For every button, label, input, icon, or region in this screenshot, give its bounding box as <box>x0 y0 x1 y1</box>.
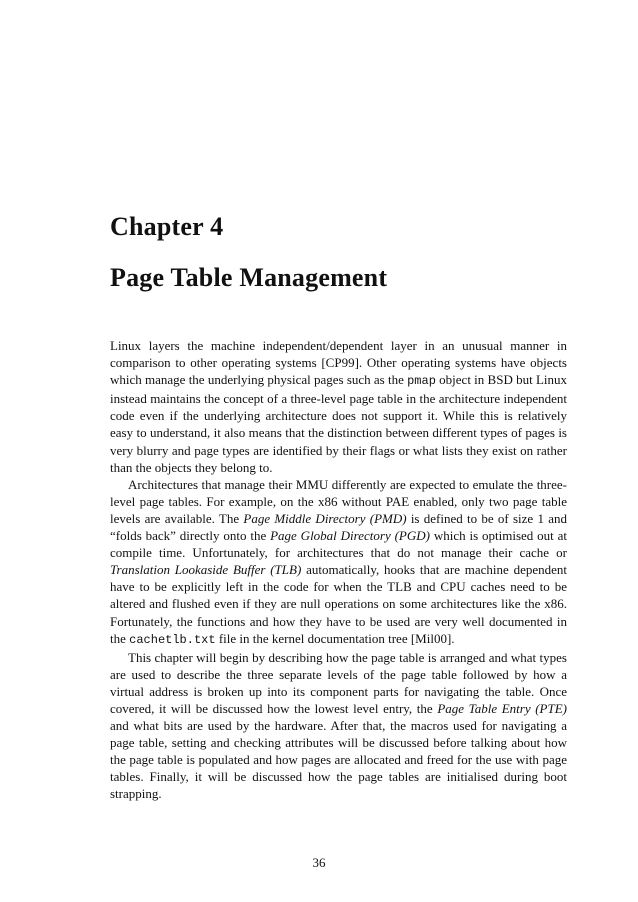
paragraph <box>110 649 567 803</box>
body-text <box>110 337 567 803</box>
text-run: Architectures that manage their MMU differently are expected to emulate the three-level page tables. For example, on the x86 without PAE enabled, only two page table levels are available. The <box>110 476 567 526</box>
text-run: automatically, hooks that are machine dependent have to be explicitly left in the code for when the TLB and CPU caches need to be altered and flushed even if they are null operations on some architectures like the x86. Fortunately, the functions and how they have to be used are very well documented in the <box>110 562 567 646</box>
code-term: pmap <box>407 374 436 389</box>
emphasis-term: Page Middle Directory (PMD) <box>243 510 407 526</box>
text-run: Linux layers the machine independent/dependent layer in an unusual manner in comparison to other operating systems [CP99]. Other operating systems have objects which manage the underlying physical pages such as the <box>110 338 567 388</box>
paragraph <box>110 337 567 476</box>
text-run: is defined to be of size 1 and “folds back” directly onto the <box>110 510 567 544</box>
text-run: file in the kernel documentation tree [Mil00]. <box>215 630 455 646</box>
emphasis-term: Page Global Directory (PGD) <box>270 528 430 544</box>
text-run: and what bits are used by the hardware. After that, the macros used for navigating a page table, setting and checking attributes will be discussed before talking about how the page table is populated and how pages are allocated and freed for the use with page tables. Finally, it will be discussed how the page tables are initialised during boot strapping. <box>110 718 567 802</box>
emphasis-term: Page Table Entry (PTE) <box>437 700 567 716</box>
chapter-label: Chapter 4 <box>110 212 224 241</box>
code-term: cachetlb.txt <box>129 632 216 647</box>
page-number: 36 <box>312 855 326 870</box>
chapter-title: Page Table Management <box>110 263 388 292</box>
text-run: This chapter will begin by describing how the page table is arranged and what types are used to describe the three separate levels of the page table followed by how a virtual address is broken up into its component parts for navigating the table. Once covered, it will be discussed how the lowest level entry, the <box>110 649 567 716</box>
text-run: which is optimised out at compile time. Unfortunately, for architectures that do not manage their cache or <box>110 528 568 561</box>
emphasis-term: Translation Lookaside Buffer (TLB) <box>110 562 302 578</box>
text-run: object in BSD but Linux instead maintains the concept of a three-level page table in the architecture independent code even if the underlying architecture does not support it. While this is relatively easy to understand, it also means that the distinction between different types of pages is very blurry and page types are identified by their flags or what lists they exist on rather than the objects they belong to. <box>110 372 568 475</box>
paragraph <box>110 476 567 649</box>
